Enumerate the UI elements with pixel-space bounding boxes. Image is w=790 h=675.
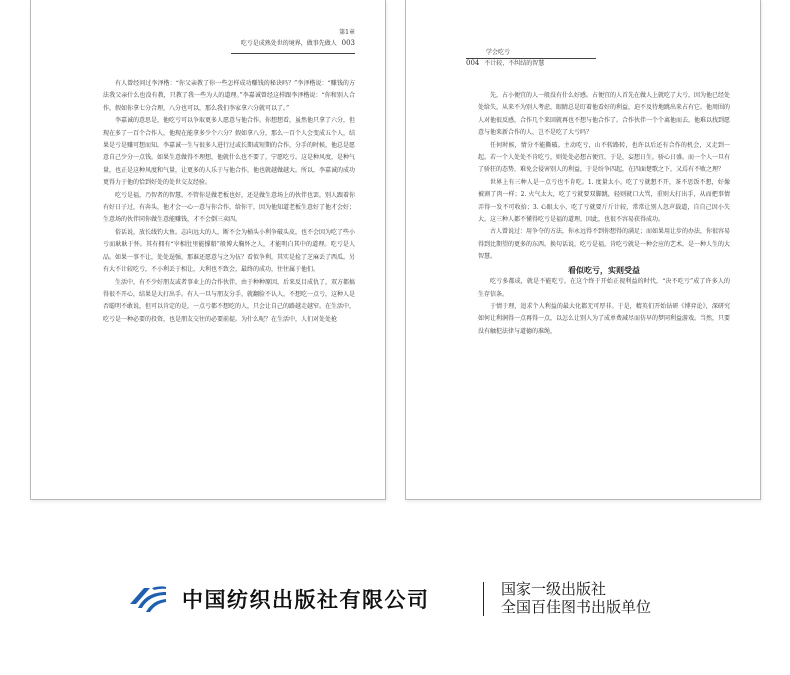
section-title: 看似吃亏，实则受益 <box>568 264 640 275</box>
running-subtitle: 不计较，不纠结的智慧 <box>484 60 545 67</box>
left-book-page <box>30 0 386 500</box>
publisher-name: 中国纺织出版社有限公司 <box>182 588 430 612</box>
header-rule <box>231 53 355 54</box>
page-number: 004 <box>466 59 480 67</box>
paragraph: 先，占小便宜的人一般没有什么好感。占便宜的人首先在做人上就吃了大亏，因为他已经处处给失，从来不为别人考虑，眼睛总是盯着他看好的利益，迫不及待地跳出来占有它。他周围的人对他很反感，合作几个来回就再也不想与他合作了。合作伙伴一个个离他而去，他难以找到愿意与他来新合作的人，岂不是吃了大亏吗？ <box>478 92 731 137</box>
paragraph: 吃亏多都成，就是不能吃亏。在这个终于开始正视利益的时代，“决不吃亏”成了许多人的生存信条。 <box>478 278 730 298</box>
running-title: 学会吃亏 <box>486 49 511 56</box>
footer-divider <box>483 582 484 616</box>
publisher-tagline <box>501 580 651 616</box>
tagline-line: 国家一级出版社 <box>501 580 607 598</box>
page-number: 003 <box>341 39 355 47</box>
paragraph: 俗话说，放长线钓大鱼。志向远大的人，断不会为桶头小利争破头皮，也不会因为吃了些小亏而耿耿于怀。其有拥有“宰相肚里能撑船”般博大胸怀之人，才能明白其中的道理。吃亏是人品。如果一事不让，处处逞强，那谁还愿意与之为伍？看似争利，其实是捡了芝麻丢了西瓜。另有大不计较吃亏，不小利丢于相让，大利也不致会，最终的成功，往往属于他们。 <box>103 228 356 274</box>
paragraph: 李嘉诚的意思是，他吃亏可以争取更多人愿意与他合作。你想想看，虽然他只拿了六分，但现在多了一百个合作人，他现在能拿多少个六分？假如拿八分，那么一百个人会变成五个人，结果是亏是赚可想而知。李嘉诚一生与很多人进行过或长期或短期的合作，分手的时候，他总是愿意自己少分一点钱。如果生意做得不理想，他就什么也不要了，宁愿吃亏。这是种风度，是种气量，也正是这种风度和气量，让更多的人乐于与他合作，他也就越做越大。所以，李嘉诚的成功更得力于他的恰到好处的处世交友经验。 <box>103 117 356 187</box>
paragraph: 世界上有三种人是一点亏也不肯吃。1. 度量太小，吃了亏就想不开，茶不思饭不想，好像被割了肉一样；2. 火气太大，吃了亏就要双脚跳，轻则就口大骂，重则大打出手，从而把事情弄得一发不可收拾；3. 心眼太小，吃了亏就要斤斤计较，常常让别人忽声载道，自自己因小失大。这三种人都不懂得吃亏是福的道理，因此，也很不容易获得成功。 <box>478 178 730 224</box>
right-book-page <box>405 0 761 500</box>
paragraph: 生活中，有不少好朋友或者事业上的合作伙伴，由于种种原因，后来反目成仇了，双方都搞得很不开心，结果是大打出手。有人一旦与朋友分手，就翻脸不认人，不想吃一点亏，这种人是否聪明不敢说，但可以肯定的是，一点亏都不想吃的人，只会让自己的路越走越窄。在生活中，吃亏是一种必要的投资，也是朋友交往的必要前提。为什么呢？在生活中，人们对处处抢 <box>103 278 356 323</box>
paragraph: 吃亏是福，乃智者的智慧。不管你是做老板也好，还是做生意场上的伙伴也罢，别人跟着你有好日子过，有奔头，他才会一心一意与你合作，给你干，因为他知道老板生意好了他才会好；生意场的伙伴同你做生意能赚钱，才不会倒三卖四。 <box>103 191 356 224</box>
publisher-footer <box>128 580 688 616</box>
paragraph: 古人曾说过：用争夺的方法，你永远得不到你想得的满足；而如果用让步的办法，你很容易得到比期望的更多的东西。换句话说，吃亏是福，肯吃亏就是一种会应的艺术，是一种人生的大智慧。 <box>478 228 731 261</box>
publisher-logo-icon <box>128 582 168 614</box>
header-rule <box>466 58 596 59</box>
running-title: 吃亏是成熟处世的境界，做事先做人 <box>240 40 337 47</box>
right-page-body <box>478 90 730 338</box>
paragraph: 任何时候，情分不能撕破。主动吃亏，山不转路转，也许以后还有合作的机会，又走到一起。若一个人处处不肯吃亏，则处处必想占便宜，于是，妄想日生，骄心日盛。而一个人一旦有了骄狂的态势，难免会侵害别人的利益，于是纷争四起，在四面楚歌之下，又焉有不败之理？ <box>478 141 731 174</box>
paragraph: 有人曾经问过李泽楷：“你父亲教了你一些怎样成功赚钱的秘诀吗？”李泽楷说：“赚钱的方法我父亲什么也没有教，只教了我一些为人的道理。”李嘉诚曾经这样跟李泽楷说：“你和别人合作，假如你拿七分合理，八分也可以，那么我们李家拿六分就可以了。” <box>103 80 355 112</box>
left-page-body <box>103 78 355 326</box>
paragraph: 于情于理，追求个人利益的最大化都无可厚非。于是，精英们开始钻研《博弈论》，深研究如何让利润得一点再得一点，以怎么让别人为了成单费减尽而仿早的梦同利益游戏。当然，只要没有触犯法律与道德的准绳， <box>478 302 731 335</box>
tagline-line: 全国百佳图书出版单位 <box>501 598 652 616</box>
left-page-header <box>241 28 355 49</box>
chapter-label: 第1章 <box>339 29 355 36</box>
